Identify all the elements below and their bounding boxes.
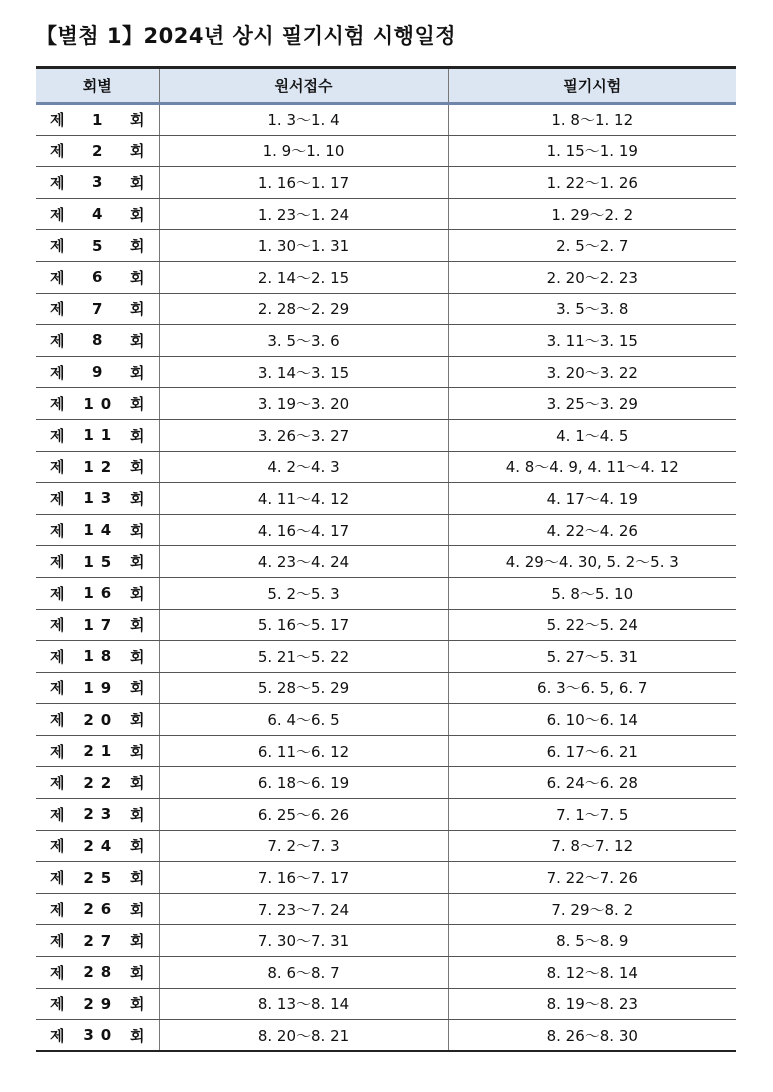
table-row [36,672,736,704]
application-period-cell: 4. 16～4. 17 [159,514,448,546]
written-exam-period-cell: 8. 5～8. 9 [448,925,736,957]
round-cell [36,356,159,388]
table-row [36,1020,736,1052]
table-row [36,451,736,483]
written-exam-period-cell: 6. 10～6. 14 [448,704,736,736]
round-number: 1 4 [83,521,112,540]
round-prefix: 제 [50,647,65,666]
round-suffix: 회 [130,647,145,666]
round-prefix: 제 [50,300,65,319]
written-exam-period-cell: 2. 5～2. 7 [448,230,736,262]
round-suffix: 회 [130,805,145,824]
written-exam-period-cell: 1. 22～1. 26 [448,167,736,199]
round-number: 2 4 [83,836,112,855]
round-prefix: 제 [50,963,65,982]
written-exam-period-cell: 5. 22～5. 24 [448,609,736,641]
written-exam-period-cell: 1. 8～1. 12 [448,104,736,136]
round-cell [36,830,159,862]
table-row [36,735,736,767]
round-cell [36,767,159,799]
round-number: 1 1 [83,426,112,445]
exam-schedule-table [36,66,736,1052]
application-period-cell: 8. 20～8. 21 [159,1020,448,1052]
round-cell [36,799,159,831]
round-prefix: 제 [50,489,65,508]
round-number: 2 [92,141,103,160]
table-row [36,419,736,451]
application-period-cell: 3. 26～3. 27 [159,419,448,451]
round-number: 1 5 [83,552,112,571]
application-period-cell: 3. 14～3. 15 [159,356,448,388]
table-row [36,957,736,989]
document-title: 【별첨 1】2024년 상시 필기시험 시행일정 [36,24,457,48]
written-exam-period-cell: 7. 29～8. 2 [448,893,736,925]
round-number: 1 [92,110,103,129]
round-cell [36,672,159,704]
table-row [36,293,736,325]
round-suffix: 회 [130,331,145,350]
round-cell [36,483,159,515]
round-number: 1 0 [83,394,112,413]
written-exam-period-cell: 4. 22～4. 26 [448,514,736,546]
round-number: 1 3 [83,489,112,508]
application-period-cell: 1. 9～1. 10 [159,135,448,167]
header-application: 원서접수 [159,68,448,104]
application-period-cell: 7. 30～7. 31 [159,925,448,957]
written-exam-period-cell: 7. 22～7. 26 [448,862,736,894]
round-number: 2 8 [83,963,112,982]
application-period-cell: 8. 6～8. 7 [159,957,448,989]
written-exam-period-cell: 4. 29～4. 30, 5. 2～5. 3 [448,546,736,578]
round-prefix: 제 [50,711,65,730]
application-period-cell: 5. 21～5. 22 [159,641,448,673]
round-cell [36,577,159,609]
round-cell [36,514,159,546]
written-exam-period-cell: 8. 19～8. 23 [448,988,736,1020]
header-written-exam: 필기시험 [448,68,736,104]
table-header-row [36,68,736,104]
round-number: 2 1 [83,742,112,761]
table-row [36,167,736,199]
application-period-cell: 2. 28～2. 29 [159,293,448,325]
written-exam-period-cell: 3. 20～3. 22 [448,356,736,388]
round-cell [36,135,159,167]
round-number: 2 6 [83,900,112,919]
round-suffix: 회 [130,111,145,130]
round-cell [36,704,159,736]
round-number: 2 2 [83,773,112,792]
round-suffix: 회 [130,616,145,635]
round-prefix: 제 [50,458,65,477]
round-prefix: 제 [50,331,65,350]
round-number: 9 [92,363,103,382]
written-exam-period-cell: 7. 8～7. 12 [448,830,736,862]
table-row [36,767,736,799]
round-suffix: 회 [130,774,145,793]
written-exam-period-cell: 3. 5～3. 8 [448,293,736,325]
table-row [36,198,736,230]
table-row [36,893,736,925]
round-cell [36,1020,159,1052]
header-round: 회별 [36,68,159,104]
application-period-cell: 7. 2～7. 3 [159,830,448,862]
round-cell [36,198,159,230]
application-period-cell: 5. 28～5. 29 [159,672,448,704]
round-cell [36,419,159,451]
round-number: 8 [92,331,103,350]
round-suffix: 회 [130,521,145,540]
application-period-cell: 6. 11～6. 12 [159,735,448,767]
table-row [36,483,736,515]
round-prefix: 제 [50,426,65,445]
round-cell [36,451,159,483]
table-row [36,925,736,957]
round-suffix: 회 [130,963,145,982]
round-prefix: 제 [50,205,65,224]
table-row [36,356,736,388]
round-number: 3 0 [83,1026,112,1045]
application-period-cell: 6. 25～6. 26 [159,799,448,831]
table-row [36,388,736,420]
round-suffix: 회 [130,742,145,761]
round-cell [36,735,159,767]
round-suffix: 회 [130,584,145,603]
application-period-cell: 7. 16～7. 17 [159,862,448,894]
round-prefix: 제 [50,1026,65,1045]
round-number: 1 2 [83,457,112,476]
round-cell [36,893,159,925]
round-cell [36,925,159,957]
round-suffix: 회 [130,932,145,951]
round-cell [36,546,159,578]
round-prefix: 제 [50,553,65,572]
round-cell [36,957,159,989]
round-suffix: 회 [130,300,145,319]
round-prefix: 제 [50,616,65,635]
table-row [36,135,736,167]
round-cell [36,230,159,262]
table-row [36,546,736,578]
round-number: 1 6 [83,584,112,603]
application-period-cell: 1. 16～1. 17 [159,167,448,199]
written-exam-period-cell: 1. 29～2. 2 [448,198,736,230]
written-exam-period-cell: 4. 8～4. 9, 4. 11～4. 12 [448,451,736,483]
round-suffix: 회 [130,679,145,698]
round-number: 2 5 [83,868,112,887]
application-period-cell: 7. 23～7. 24 [159,893,448,925]
round-prefix: 제 [50,900,65,919]
round-cell [36,641,159,673]
round-prefix: 제 [50,774,65,793]
application-period-cell: 8. 13～8. 14 [159,988,448,1020]
round-number: 2 3 [83,805,112,824]
application-period-cell: 4. 23～4. 24 [159,546,448,578]
table-row [36,641,736,673]
table-row [36,609,736,641]
round-prefix: 제 [50,932,65,951]
round-number: 1 7 [83,615,112,634]
table-body [36,104,736,1052]
round-cell [36,167,159,199]
round-suffix: 회 [130,900,145,919]
round-suffix: 회 [130,395,145,414]
round-number: 1 8 [83,647,112,666]
round-cell [36,988,159,1020]
round-prefix: 제 [50,679,65,698]
round-cell [36,104,159,136]
written-exam-period-cell: 8. 26～8. 30 [448,1020,736,1052]
round-suffix: 회 [130,268,145,287]
application-period-cell: 6. 4～6. 5 [159,704,448,736]
application-period-cell: 3. 19～3. 20 [159,388,448,420]
table-row [36,261,736,293]
round-cell [36,325,159,357]
application-period-cell: 3. 5～3. 6 [159,325,448,357]
written-exam-period-cell: 1. 15～1. 19 [448,135,736,167]
round-suffix: 회 [130,173,145,192]
table-row [36,514,736,546]
round-suffix: 회 [130,489,145,508]
round-prefix: 제 [50,173,65,192]
application-period-cell: 4. 2～4. 3 [159,451,448,483]
round-number: 1 9 [83,678,112,697]
round-suffix: 회 [130,237,145,256]
round-prefix: 제 [50,111,65,130]
round-suffix: 회 [130,869,145,888]
application-period-cell: 6. 18～6. 19 [159,767,448,799]
round-prefix: 제 [50,395,65,414]
round-prefix: 제 [50,995,65,1014]
written-exam-period-cell: 3. 11～3. 15 [448,325,736,357]
written-exam-period-cell: 7. 1～7. 5 [448,799,736,831]
round-suffix: 회 [130,458,145,477]
round-suffix: 회 [130,205,145,224]
table-row [36,104,736,136]
application-period-cell: 5. 2～5. 3 [159,577,448,609]
round-number: 2 7 [83,931,112,950]
written-exam-period-cell: 6. 3～6. 5, 6. 7 [448,672,736,704]
round-suffix: 회 [130,837,145,856]
table-row [36,988,736,1020]
round-prefix: 제 [50,837,65,856]
written-exam-period-cell: 3. 25～3. 29 [448,388,736,420]
round-number: 3 [92,173,103,192]
round-cell [36,862,159,894]
written-exam-period-cell: 5. 8～5. 10 [448,577,736,609]
written-exam-period-cell: 4. 17～4. 19 [448,483,736,515]
round-prefix: 제 [50,142,65,161]
round-suffix: 회 [130,711,145,730]
application-period-cell: 5. 16～5. 17 [159,609,448,641]
round-suffix: 회 [130,426,145,445]
round-cell [36,609,159,641]
table-row [36,325,736,357]
round-prefix: 제 [50,268,65,287]
table-row [36,577,736,609]
application-period-cell: 1. 30～1. 31 [159,230,448,262]
round-prefix: 제 [50,521,65,540]
application-period-cell: 1. 23～1. 24 [159,198,448,230]
round-suffix: 회 [130,363,145,382]
round-cell [36,293,159,325]
written-exam-period-cell: 8. 12～8. 14 [448,957,736,989]
application-period-cell: 2. 14～2. 15 [159,261,448,293]
round-prefix: 제 [50,742,65,761]
round-suffix: 회 [130,553,145,572]
written-exam-period-cell: 2. 20～2. 23 [448,261,736,293]
written-exam-period-cell: 6. 24～6. 28 [448,767,736,799]
table-row [36,799,736,831]
written-exam-period-cell: 4. 1～4. 5 [448,419,736,451]
round-number: 4 [92,205,103,224]
round-prefix: 제 [50,584,65,603]
application-period-cell: 4. 11～4. 12 [159,483,448,515]
table-row [36,862,736,894]
round-suffix: 회 [130,142,145,161]
application-period-cell: 1. 3～1. 4 [159,104,448,136]
round-number: 5 [92,236,103,255]
round-suffix: 회 [130,995,145,1014]
round-number: 7 [92,299,103,318]
written-exam-period-cell: 5. 27～5. 31 [448,641,736,673]
round-number: 2 0 [83,710,112,729]
round-suffix: 회 [130,1026,145,1045]
round-prefix: 제 [50,237,65,256]
round-prefix: 제 [50,805,65,824]
table-row [36,830,736,862]
written-exam-period-cell: 6. 17～6. 21 [448,735,736,767]
round-cell [36,261,159,293]
table-row [36,230,736,262]
round-number: 6 [92,268,103,287]
round-prefix: 제 [50,869,65,888]
round-prefix: 제 [50,363,65,382]
round-number: 2 9 [83,994,112,1013]
round-cell [36,388,159,420]
table-row [36,704,736,736]
